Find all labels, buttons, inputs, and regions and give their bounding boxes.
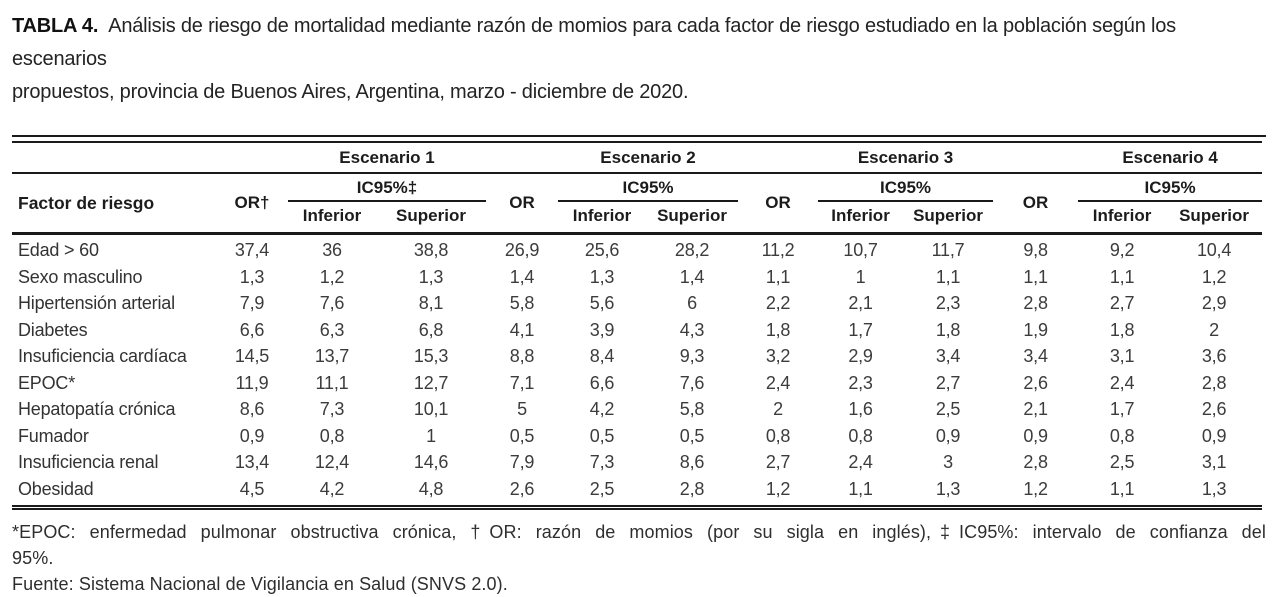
spacer-cell <box>486 142 558 173</box>
factor-cell: Edad > 60 <box>18 240 99 260</box>
value-cell: 1,4 <box>509 266 535 287</box>
table-caption-line2: propuestos, provincia de Buenos Aires, Argentina, marzo - diciembre de 2020. <box>12 81 689 103</box>
superior-header-3: Superior <box>913 206 983 225</box>
value-cell: 7,3 <box>319 399 345 419</box>
value-cell: 1,1 <box>848 478 873 499</box>
value-cell: 1,9 <box>1023 319 1048 340</box>
footnote-definitions-line2: 95%. <box>12 548 54 568</box>
value-cell: 1,3 <box>589 266 615 287</box>
factor-cell: Insuficiencia renal <box>18 452 159 472</box>
value-cell: 1,4 <box>679 266 705 287</box>
value-cell: 1,3 <box>935 478 961 499</box>
value-cell: 0,8 <box>848 425 873 446</box>
value-cell: 10,4 <box>1196 240 1232 260</box>
value-cell: 4,2 <box>319 478 345 499</box>
table-row <box>12 397 1262 424</box>
value-cell: 2,4 <box>1109 372 1135 393</box>
value-cell: 1,2 <box>1023 478 1048 499</box>
table-caption-label: TABLA 4. <box>12 15 99 37</box>
value-cell: 0,8 <box>319 425 345 446</box>
value-cell: 5,8 <box>509 293 535 313</box>
value-cell: 28,2 <box>674 240 710 260</box>
value-cell: 11,7 <box>931 240 965 260</box>
table-row <box>12 291 1262 318</box>
value-cell: 9,8 <box>1023 240 1048 260</box>
value-cell: 12,7 <box>413 372 449 393</box>
value-cell: 2,6 <box>509 478 535 499</box>
value-cell: 2,6 <box>1201 399 1227 419</box>
value-cell: 2,8 <box>1201 372 1227 393</box>
value-cell: 1,2 <box>765 478 791 499</box>
factor-cell: Diabetes <box>18 319 88 340</box>
value-cell: 1,1 <box>935 266 961 287</box>
value-cell: 2,3 <box>935 293 961 313</box>
value-cell: 7,6 <box>679 372 705 393</box>
value-cell: 2,5 <box>1109 452 1135 472</box>
value-cell: 0,5 <box>679 425 705 446</box>
or-column-header-3: OR <box>765 193 791 212</box>
value-cell: 10,7 <box>843 240 878 260</box>
value-cell: 2 <box>773 399 783 419</box>
value-cell: 2,4 <box>765 372 791 393</box>
value-cell: 1,2 <box>1201 266 1227 287</box>
value-cell: 11,1 <box>315 372 349 393</box>
value-cell: 1,8 <box>935 319 961 340</box>
factor-cell: EPOC* <box>18 372 76 393</box>
value-cell: 0,8 <box>1109 425 1135 446</box>
table-row <box>12 450 1262 477</box>
value-cell: 0,9 <box>239 425 265 446</box>
scenario-2-header: Escenario 2 <box>558 142 738 173</box>
footnote-source: Fuente: Sistema Nacional de Vigilancia en Salud (SNVS 2.0). <box>12 574 508 594</box>
value-cell: 0,8 <box>765 425 791 446</box>
table-caption <box>12 10 1266 109</box>
value-cell: 1,8 <box>765 319 791 340</box>
value-cell: 1,1 <box>1109 266 1135 287</box>
value-cell: 5 <box>517 399 527 419</box>
value-cell: 4,8 <box>418 478 444 499</box>
scenario-header-row <box>12 142 1262 173</box>
value-cell: 0,5 <box>509 425 535 446</box>
value-cell: 2,9 <box>1201 293 1227 313</box>
or-column-header-2: OR <box>509 193 535 212</box>
value-cell: 7,3 <box>589 452 615 472</box>
spacer-cell <box>12 142 288 173</box>
footnote-definitions-line1: *EPOC: enfermedad pulmonar obstructiva crónica, †OR: razón de momios (por su sigla en inglés),‡IC95%: intervalo de confianza del <box>12 522 1266 542</box>
value-cell: 2,8 <box>1023 293 1048 313</box>
value-cell: 25,6 <box>584 240 620 260</box>
value-cell: 3,2 <box>765 346 791 366</box>
value-cell: 1,1 <box>1023 266 1048 287</box>
value-cell: 2 <box>1209 319 1219 340</box>
value-cell: 5,8 <box>679 399 705 419</box>
value-cell: 11,9 <box>235 372 269 393</box>
inferior-header-1: Inferior <box>302 206 362 225</box>
value-cell: 8,8 <box>509 346 535 366</box>
value-cell: 1 <box>426 425 436 446</box>
value-cell: 2,7 <box>935 372 961 393</box>
value-cell: 6,8 <box>418 319 444 340</box>
value-cell: 26,9 <box>504 240 540 260</box>
scenario-3-header: Escenario 3 <box>818 142 993 173</box>
spacer-cell <box>738 142 818 173</box>
factor-column-header: Factor de riesgo <box>18 192 155 213</box>
table-body <box>12 234 1262 508</box>
factor-cell: Insuficiencia cardíaca <box>18 346 187 366</box>
value-cell: 1,3 <box>239 266 265 287</box>
value-cell: 3,1 <box>1201 452 1227 472</box>
table-row <box>12 344 1262 371</box>
value-cell: 7,9 <box>509 452 535 472</box>
spacer-cell <box>993 142 1078 173</box>
value-cell: 2,9 <box>848 346 873 366</box>
value-cell: 0,9 <box>1201 425 1227 446</box>
ic95-header-3: IC95% <box>818 173 993 201</box>
value-cell: 8,6 <box>679 452 705 472</box>
table-row <box>12 370 1262 397</box>
value-cell: 8,1 <box>418 293 444 313</box>
value-cell: 1,3 <box>418 266 444 287</box>
value-cell: 0,9 <box>935 425 961 446</box>
value-cell: 3,1 <box>1109 346 1135 366</box>
value-cell: 2,5 <box>589 478 615 499</box>
value-cell: 8,4 <box>589 346 615 366</box>
value-cell: 2,8 <box>679 478 705 499</box>
factor-cell: Obesidad <box>18 478 94 499</box>
value-cell: 2,3 <box>848 372 873 393</box>
factor-cell: Sexo masculino <box>18 266 143 287</box>
inferior-header-2: Inferior <box>572 206 632 225</box>
factor-cell: Hipertensión arterial <box>18 293 175 313</box>
value-cell: 3,4 <box>935 346 961 366</box>
ic95-header-2: IC95% <box>558 173 738 201</box>
superior-header-1: Superior <box>396 206 466 225</box>
value-cell: 14,5 <box>234 346 270 366</box>
value-cell: 1,7 <box>1109 399 1135 419</box>
value-cell: 6,6 <box>589 372 615 393</box>
value-cell: 13,4 <box>234 452 270 472</box>
table-caption-line1: Análisis de riesgo de mortalidad mediante razón de momios para cada factor de riesgo estudiado en la población según los escenarios <box>12 15 1176 70</box>
value-cell: 7,1 <box>509 372 535 393</box>
value-cell: 2,8 <box>1023 452 1048 472</box>
or-column-header-4: OR <box>1022 193 1049 212</box>
ic95-header-4: IC95% <box>1078 173 1262 201</box>
risk-table <box>12 141 1262 510</box>
value-cell: 4,5 <box>239 478 265 499</box>
ic95-header-1: IC95%‡ <box>288 173 486 201</box>
value-cell: 6 <box>687 293 697 313</box>
value-cell: 36 <box>322 240 342 260</box>
value-cell: 7,6 <box>319 293 345 313</box>
value-cell: 1,1 <box>765 266 791 287</box>
value-cell: 2,7 <box>765 452 791 472</box>
table-row <box>12 476 1262 508</box>
ic-header-row <box>12 173 1262 201</box>
value-cell: 38,8 <box>413 240 449 260</box>
value-cell: 2,4 <box>848 452 873 472</box>
value-cell: 37,4 <box>234 240 270 260</box>
value-cell: 4,3 <box>679 319 705 340</box>
value-cell: 0,9 <box>1023 425 1048 446</box>
value-cell: 2,5 <box>935 399 961 419</box>
table-row <box>12 234 1262 265</box>
value-cell: 9,2 <box>1109 240 1135 260</box>
data-table-wrapper <box>12 135 1266 510</box>
or-column-header-1: OR† <box>234 193 270 212</box>
value-cell: 1,8 <box>1109 319 1135 340</box>
table-row <box>12 423 1262 450</box>
footnotes <box>12 519 1266 597</box>
value-cell: 1,1 <box>1109 478 1135 499</box>
value-cell: 2,1 <box>848 293 873 313</box>
value-cell: 12,4 <box>314 452 350 472</box>
value-cell: 10,1 <box>413 399 449 419</box>
value-cell: 15,3 <box>413 346 449 366</box>
value-cell: 4,1 <box>509 319 535 340</box>
value-cell: 0,5 <box>589 425 615 446</box>
value-cell: 3,6 <box>1201 346 1227 366</box>
superior-header-2: Superior <box>657 206 727 225</box>
value-cell: 2,1 <box>1023 399 1048 419</box>
value-cell: 3,4 <box>1023 346 1048 366</box>
value-cell: 7,9 <box>239 293 265 313</box>
value-cell: 13,7 <box>314 346 350 366</box>
superior-header-4: Superior <box>1179 206 1249 225</box>
scenario-1-header: Escenario 1 <box>288 142 486 173</box>
value-cell: 1,7 <box>848 319 873 340</box>
value-cell: 11,2 <box>761 240 795 260</box>
value-cell: 3,9 <box>589 319 615 340</box>
table-row <box>12 264 1262 291</box>
value-cell: 2,2 <box>765 293 791 313</box>
value-cell: 3 <box>943 452 953 472</box>
value-cell: 5,6 <box>589 293 615 313</box>
value-cell: 8,6 <box>239 399 265 419</box>
value-cell: 2,7 <box>1109 293 1135 313</box>
factor-cell: Fumador <box>18 425 89 446</box>
scenario-4-header: Escenario 4 <box>1078 142 1262 173</box>
table-row <box>12 317 1262 344</box>
factor-cell: Hepatopatía crónica <box>18 399 176 419</box>
value-cell: 1,3 <box>1201 478 1227 499</box>
value-cell: 6,6 <box>239 319 265 340</box>
value-cell: 1,6 <box>848 399 873 419</box>
inferior-header-3: Inferior <box>831 206 890 225</box>
value-cell: 14,6 <box>413 452 449 472</box>
value-cell: 6,3 <box>319 319 345 340</box>
value-cell: 9,3 <box>679 346 705 366</box>
value-cell: 4,2 <box>589 399 615 419</box>
value-cell: 1,2 <box>319 266 345 287</box>
table-header <box>12 142 1262 234</box>
value-cell: 1 <box>855 266 866 287</box>
value-cell: 2,6 <box>1023 372 1048 393</box>
inferior-header-4: Inferior <box>1092 206 1152 225</box>
